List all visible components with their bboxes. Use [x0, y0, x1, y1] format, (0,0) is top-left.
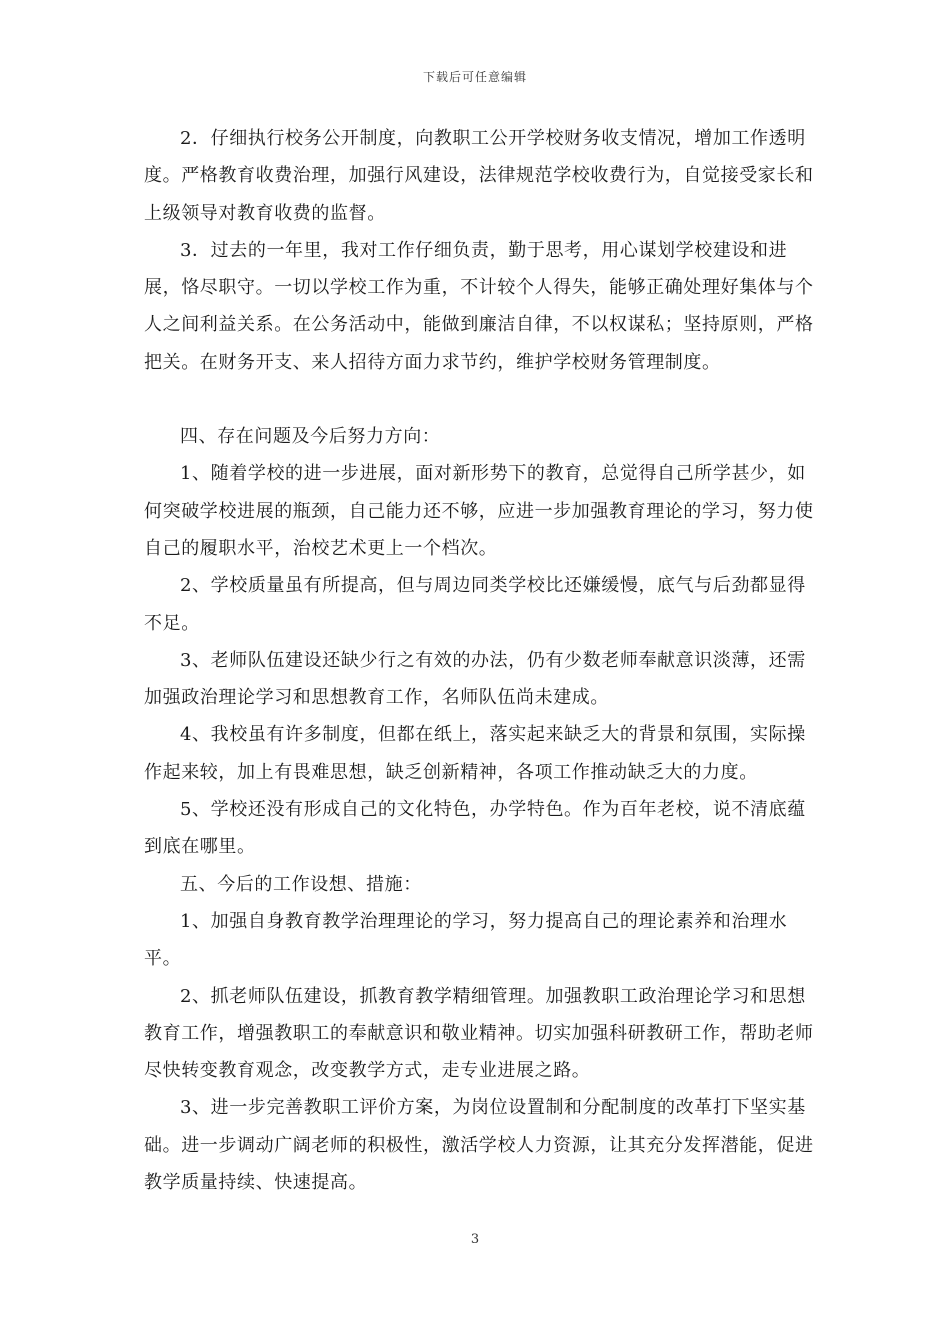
paragraph-plan-2: 2、抓老师队伍建设，抓教育教学精细管理。加强教职工政治理论学习和思想教育工作，增强教职工的奉献意识和敬业精神。切实加强科研教研工作，帮助老师尽快转变教育观念，改变教学方式，走专业进展之路。 [144, 985, 814, 1082]
paragraph-plan-1: 1、加强自身教育教学治理理论的学习，努力提高自己的理论素养和治理水平。 [144, 910, 788, 970]
page-header: 下载后可任意编辑 [422, 70, 527, 84]
paragraph-past-year-work: 3．过去的一年里，我对工作仔细负责，勤于思考，用心谋划学校建设和进展，恪尽职守。一切以学校工作为重，不计较个人得失，能够正确处理好集体与个人之间利益关系。在公务活动中，能做到廉洁自律，不以权谋私；坚持原则，严格把关。在财务开支、来人招待方面力求节约，维护学校财务管理制度。 [144, 239, 814, 373]
section-heading-future-plans: 五、今后的工作设想、措施： [180, 873, 422, 895]
section-heading-problems: 四、存在问题及今后努力方向： [180, 426, 441, 448]
paragraph-plan-3: 3、进一步完善教职工评价方案，为岗位设置制和分配制度的改革打下坚实基础。进一步调动广阔老师的积极性，激活学校人力资源，让其充分发挥潜能，促进教学质量持续、快速提高。 [144, 1097, 814, 1194]
paragraph-problem-2: 2、学校质量虽有所提高，但与周边同类学校比还嫌缓慢，底气与后劲都显得不足。 [144, 575, 806, 634]
paragraph-problem-5: 5、学校还没有形成自己的文化特色，办学特色。作为百年老校，说不清底蕴到底在哪里。 [144, 799, 806, 858]
page-number: 3 [470, 1232, 480, 1247]
paragraph-problem-1: 1、随着学校的进一步进展，面对新形势下的教育，总觉得自己所学甚少，如何突破学校进展的瓶颈，自己能力还不够，应进一步加强教育理论的学习，努力使自己的履职水平，治校艺术更上一个档次。 [144, 463, 814, 559]
paragraph-finance-transparency: 2．仔细执行校务公开制度，向教职工公开学校财务收支情况，增加工作透明度。严格教育收费治理，加强行风建设，法律规范学校收费行为，自觉接受家长和上级领导对教育收费的监督。 [144, 128, 814, 224]
paragraph-problem-3: 3、老师队伍建设还缺少行之有效的办法，仍有少数老师奉献意识淡薄，还需加强政治理论学习和思想教育工作，名师队伍尚未建成。 [144, 649, 806, 709]
paragraph-problem-4: 4、我校虽有许多制度，但都在纸上，落实起来缺乏大的背景和氛围，实际操作起来较，加上有畏难思想，缺乏创新精神，各项工作推动缺乏大的力度。 [144, 724, 806, 783]
document-body [144, 120, 824, 1201]
